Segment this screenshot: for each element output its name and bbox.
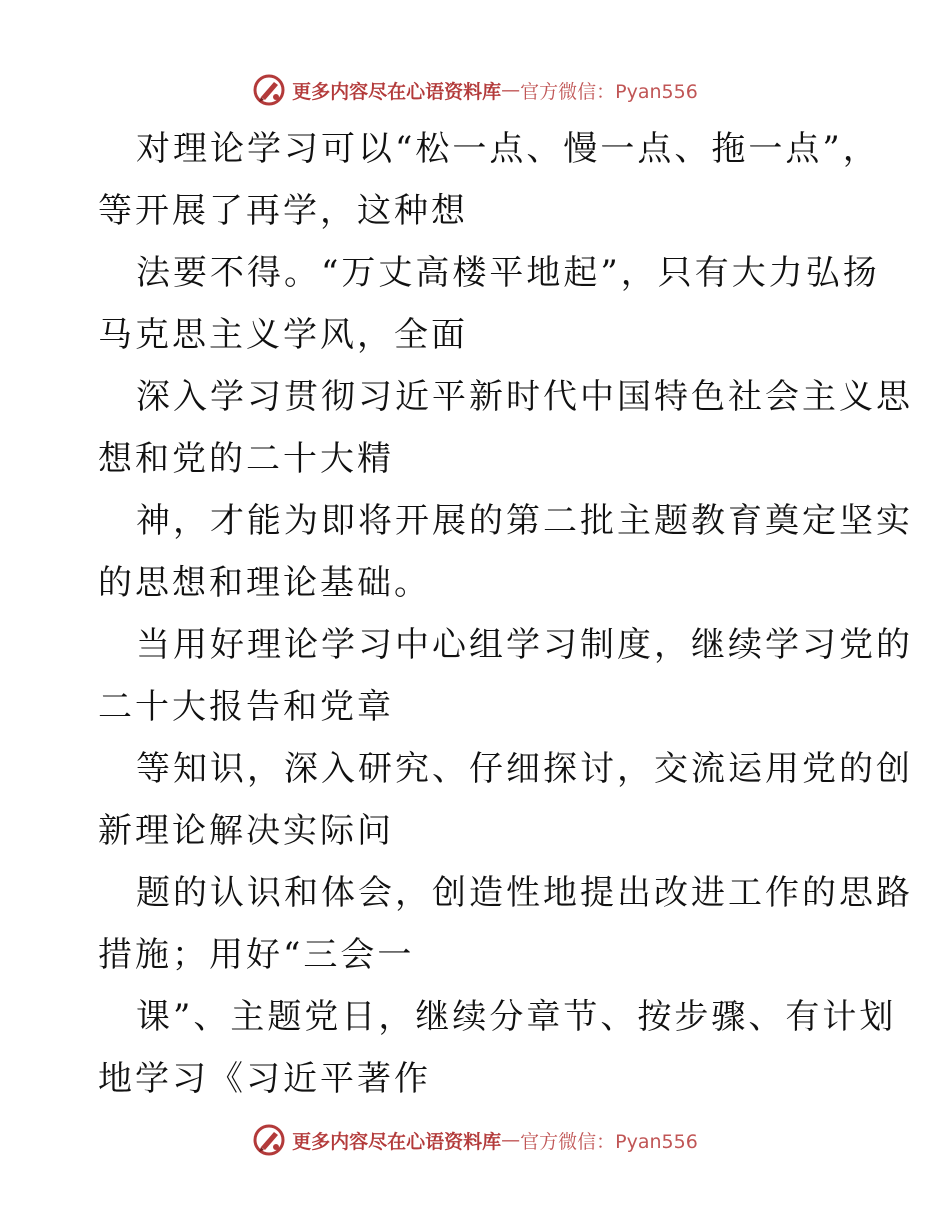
watermark-suffix: 官方微信：Pyan556 <box>520 1130 698 1153</box>
pen-circle-logo-icon <box>252 73 286 107</box>
paragraph-line: 题的认识和体会，创造性地提出改进工作的思路 <box>136 873 913 913</box>
paragraph-line: 二十大报告和党章 <box>98 687 394 727</box>
paragraph-line: 神，才能为即将开展的第二批主题教育奠定坚实 <box>136 501 913 541</box>
watermark-brand: 更多内容尽在心语资料库 <box>292 80 502 103</box>
watermark-brand: 更多内容尽在心语资料库 <box>292 1130 502 1153</box>
paragraph-line: 法要不得。“万丈高楼平地起”，只有大力弘扬 <box>136 253 880 293</box>
watermark-separator: — <box>501 79 521 101</box>
header-watermark <box>0 70 950 110</box>
paragraph-line: 措施；用好“三会一 <box>98 935 415 975</box>
pen-circle-logo-icon <box>252 1123 286 1157</box>
paragraph-line: 新理论解决实际问 <box>98 811 394 851</box>
paragraph-line: 对理论学习可以“松一点、慢一点、拖一点”， <box>136 129 880 169</box>
document-body <box>98 118 913 1110</box>
paragraph-line: 地学习《习近平著作 <box>98 1059 431 1099</box>
paragraph-line: 当用好理论学习中心组学习制度，继续学习党的 <box>136 625 913 665</box>
watermark-separator: — <box>501 1129 521 1151</box>
paragraph-line: 的思想和理论基础。 <box>98 563 431 603</box>
footer-watermark <box>0 1120 950 1160</box>
paragraph-line: 想和党的二十大精 <box>98 439 394 479</box>
paragraph-line: 课”、主题党日，继续分章节、按步骤、有计划 <box>136 997 897 1037</box>
watermark-suffix: 官方微信：Pyan556 <box>520 80 698 103</box>
paragraph-line: 等开展了再学，这种想 <box>98 191 468 231</box>
paragraph-line: 马克思主义学风，全面 <box>98 315 468 355</box>
paragraph-line: 等知识，深入研究、仔细探讨，交流运用党的创 <box>136 749 913 789</box>
paragraph-line: 深入学习贯彻习近平新时代中国特色社会主义思 <box>136 377 913 417</box>
